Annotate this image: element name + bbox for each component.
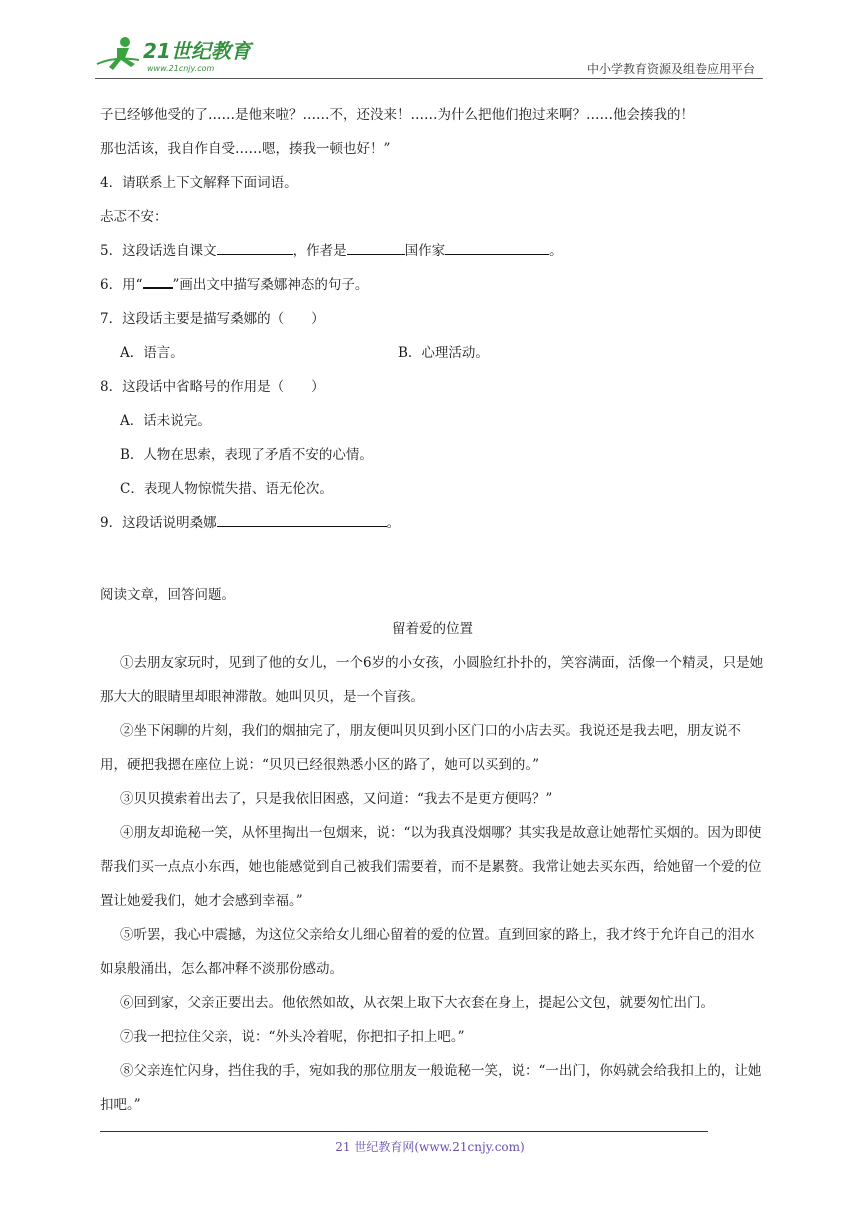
text-line: 那也活该，我自作自受……嗯，揍我一顿也好！” [100, 141, 391, 157]
option-b[interactable]: B．心理活动。 [398, 345, 489, 361]
question-4: 4．请联系上下文解释下面词语。 [100, 175, 298, 191]
option-a[interactable]: A．话未说完。 [120, 413, 211, 429]
question-8: 8．这段话中省略号的作用是（ ） [100, 379, 325, 395]
question-6 [100, 268, 765, 302]
reading-intro: 阅读文章，回答问题。 [100, 587, 235, 603]
paragraph-1: ①去朋友家玩时，见到了他的女儿，一个6岁的小女孩，小圆脸红扑扑的，笑容满面，活像一个精灵，只是她那大大的眼睛里却眼神滞散。她叫贝贝，是一个盲孩。 [100, 655, 764, 705]
question-6-text-a: 6．用“ [100, 277, 143, 293]
article-title: 留着爱的位置 [392, 621, 473, 637]
paragraph-6 [100, 986, 765, 1020]
question-5 [100, 234, 765, 268]
question-5-text-d: 。 [549, 243, 563, 259]
logo-icon [95, 34, 265, 74]
header-divider [95, 78, 763, 79]
dotted-character: 故 [336, 995, 350, 1011]
question-7-options [100, 336, 765, 370]
footer-link[interactable]: 21 世纪教育网(www.21cnjy.com) [335, 1140, 525, 1154]
question-9-text-b: 。 [386, 515, 401, 531]
question-4-word: 忐忑不安： [100, 209, 168, 225]
answer-blank-conclusion[interactable] [217, 512, 387, 527]
paragraph-3: ③贝贝摸索着出去了，只是我依旧困惑，又问道：“我去不是更方便吗？” [120, 791, 553, 807]
svg-text:21世纪教育: 21世纪教育 [143, 39, 251, 63]
question-6-text-b: ”画出文中描写桑娜神态的句子。 [172, 277, 369, 293]
answer-blank-author[interactable] [445, 240, 549, 255]
question-5-text-b: ，作者是 [292, 243, 347, 259]
paragraph-4: ④朋友却诡秘一笑，从怀里掏出一包烟来，说：“以为我真没烟哪？其实我是故意让她帮忙买烟的。因为即使帮我们买一点点小东西，她也能感觉到自己被我们需要着，而不是累赘。我常让她去买东西，给她留一个爱的位置让她爱我们，她才会感到幸福。” [100, 825, 762, 909]
question-9 [100, 506, 765, 540]
document-body [100, 98, 765, 1122]
paragraph-6-text-b: ，从衣架上取下大衣套在身上，提起公文包，就要匆忙出门。 [349, 995, 714, 1011]
footer-divider [100, 1131, 708, 1132]
paragraph-5: ⑤听罢，我心中震撼，为这位父亲给女儿细心留着的爱的位置。直到回家的路上，我才终于允许自己的泪水如泉般涌出，怎么都冲释不淡那份感动。 [100, 927, 755, 977]
platform-name: 中小学教育资源及组卷应用平台 [586, 62, 755, 76]
underline-mark [143, 277, 173, 289]
question-7: 7．这段话主要是描写桑娜的（ ） [100, 311, 325, 327]
question-5-text-a: 5．这段话选自课文 [100, 243, 217, 259]
answer-blank-lesson[interactable] [217, 240, 293, 255]
option-b[interactable]: B．人物在思索，表现了矛盾不安的心情。 [120, 447, 373, 463]
option-a[interactable]: A．语言。 [120, 345, 184, 361]
question-5-text-c: 国作家 [404, 243, 446, 259]
paragraph-8: ⑧父亲连忙闪身，挡住我的手，宛如我的那位朋友一般诡秘一笑，说：“一出门，你妈就会给我扣上的，让她扣吧。” [100, 1063, 762, 1113]
paragraph-6-text-a: ⑥回到家，父亲正要出去。他依然如 [120, 995, 336, 1011]
paragraph-7: ⑦我一把拉住父亲，说：“外头冷着呢，你把扣子扣上吧。” [120, 1029, 465, 1045]
question-9-text-a: 9．这段话说明桑娜 [100, 515, 217, 531]
answer-blank-country[interactable] [347, 240, 405, 255]
page-header [95, 30, 763, 78]
paragraph-2: ②坐下闲聊的片刻，我们的烟抽完了，朋友便叫贝贝到小区门口的小店去买。我说还是我去吧，朋友说不用，硬把我摁在座位上说：“贝贝已经很熟悉小区的路了，她可以买到的。” [100, 723, 741, 773]
text-line: 子已经够他受的了……是他来啦？……不，还没来！……为什么把他们抱过来啊？……他会揍我的！ [100, 107, 694, 123]
svg-text:www.21cnjy.com: www.21cnjy.com [147, 64, 215, 73]
option-c[interactable]: C．表现人物惊慌失措、语无伦次。 [120, 481, 333, 497]
